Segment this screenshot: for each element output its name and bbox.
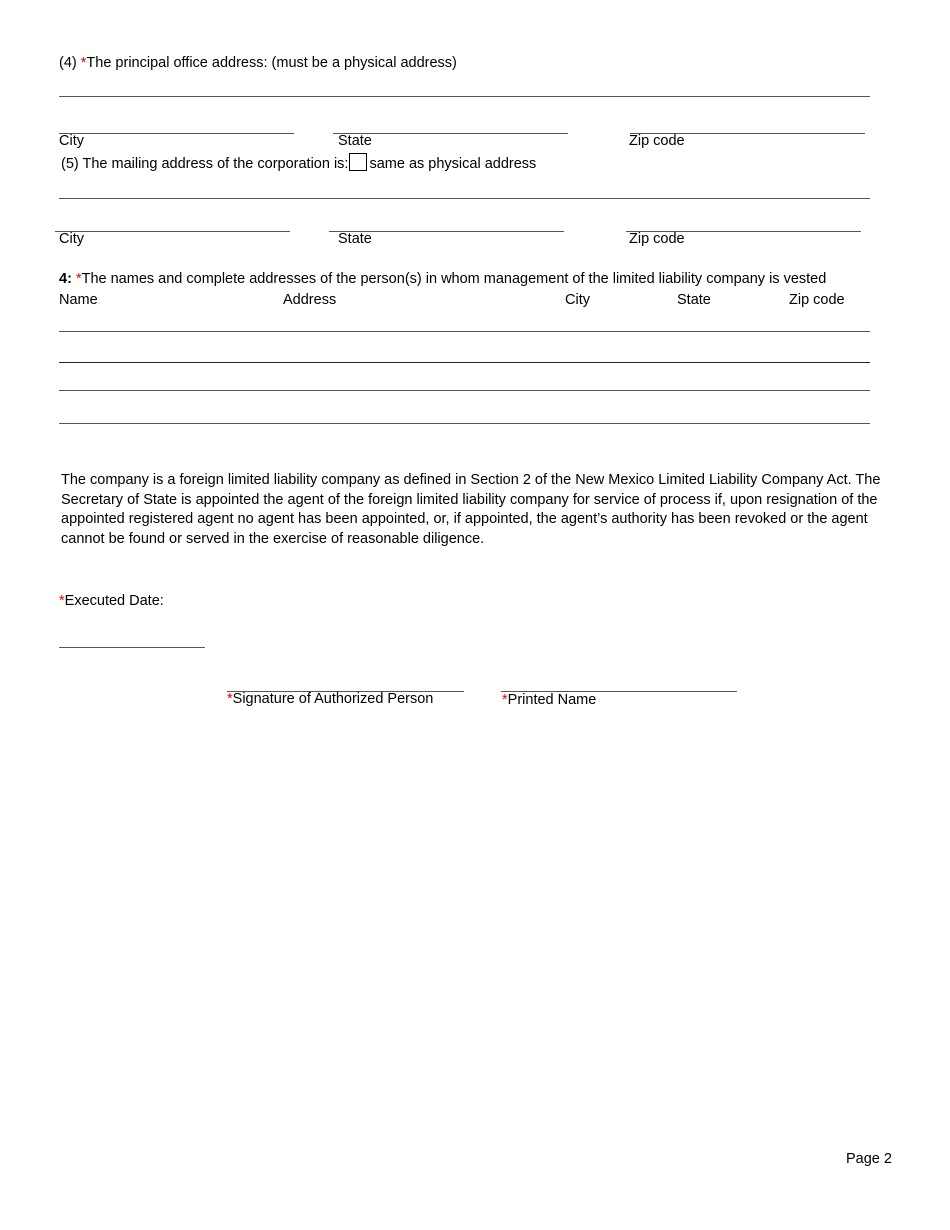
principal-zip-label: Zip code [629,133,685,149]
principal-city-line[interactable] [59,133,294,134]
management-entry-line[interactable] [59,390,870,391]
column-header-city: City [565,292,590,308]
executed-date-heading [59,593,164,609]
executed-date-line[interactable] [59,647,205,648]
section-number: (4) [59,55,77,71]
required-asterisk: * [59,593,65,609]
mailing-zip-label: Zip code [629,231,685,247]
required-asterisk: * [227,691,233,707]
required-asterisk: * [75,271,82,287]
same-as-physical-checkbox[interactable] [349,153,367,171]
management-number: 4: [59,271,72,287]
principal-office-heading [59,55,457,71]
required-asterisk: * [80,55,87,71]
signature-label: Signature of Authorized Person [232,691,434,707]
management-entry-line[interactable] [59,331,870,332]
column-header-name: Name [59,292,98,308]
printed-name-caption [502,692,596,708]
foreign-llc-statement: The company is a foreign limited liability company as defined in Section 2 of the New Mexico Limited Liability Company Act. The Secretary of State is appointed the agent of the foreign limited liability company for service of process if, upon resignation of the appointed registered agent no agent has been appointed, or, if appointed, the agent’s authority has been revoked or the agent cannot be found or served in the exercise of reasonable diligence. [61,472,881,547]
mailing-state-label: State [338,231,372,247]
page-number: Page 2 [846,1151,892,1167]
principal-state-label: State [338,133,372,149]
required-asterisk: * [502,692,508,708]
management-entry-line[interactable] [59,423,870,424]
management-label: The names and complete addresses of the person(s) in whom management of the limited liability company is vested [81,271,827,287]
signature-caption [227,691,433,707]
column-header-zip: Zip code [789,292,845,308]
mailing-city-label: City [59,231,84,247]
column-header-address: Address [283,292,337,308]
executed-date-label: Executed Date: [64,593,164,609]
mailing-address-heading [61,153,536,172]
printed-name-label: Printed Name [507,692,597,708]
column-header-state: State [677,292,711,308]
principal-city-label: City [59,133,84,149]
principal-office-label: The principal office address: (must be a physical address) [86,55,457,71]
mailing-address-line[interactable] [59,198,870,199]
mailing-city-line[interactable] [55,231,290,232]
same-as-physical-label: same as physical address [369,156,537,172]
principal-address-line[interactable] [59,96,870,97]
management-entry-line[interactable] [59,362,870,363]
mailing-address-label: (5) The mailing address of the corporation is: [61,156,349,172]
management-heading [59,271,826,287]
